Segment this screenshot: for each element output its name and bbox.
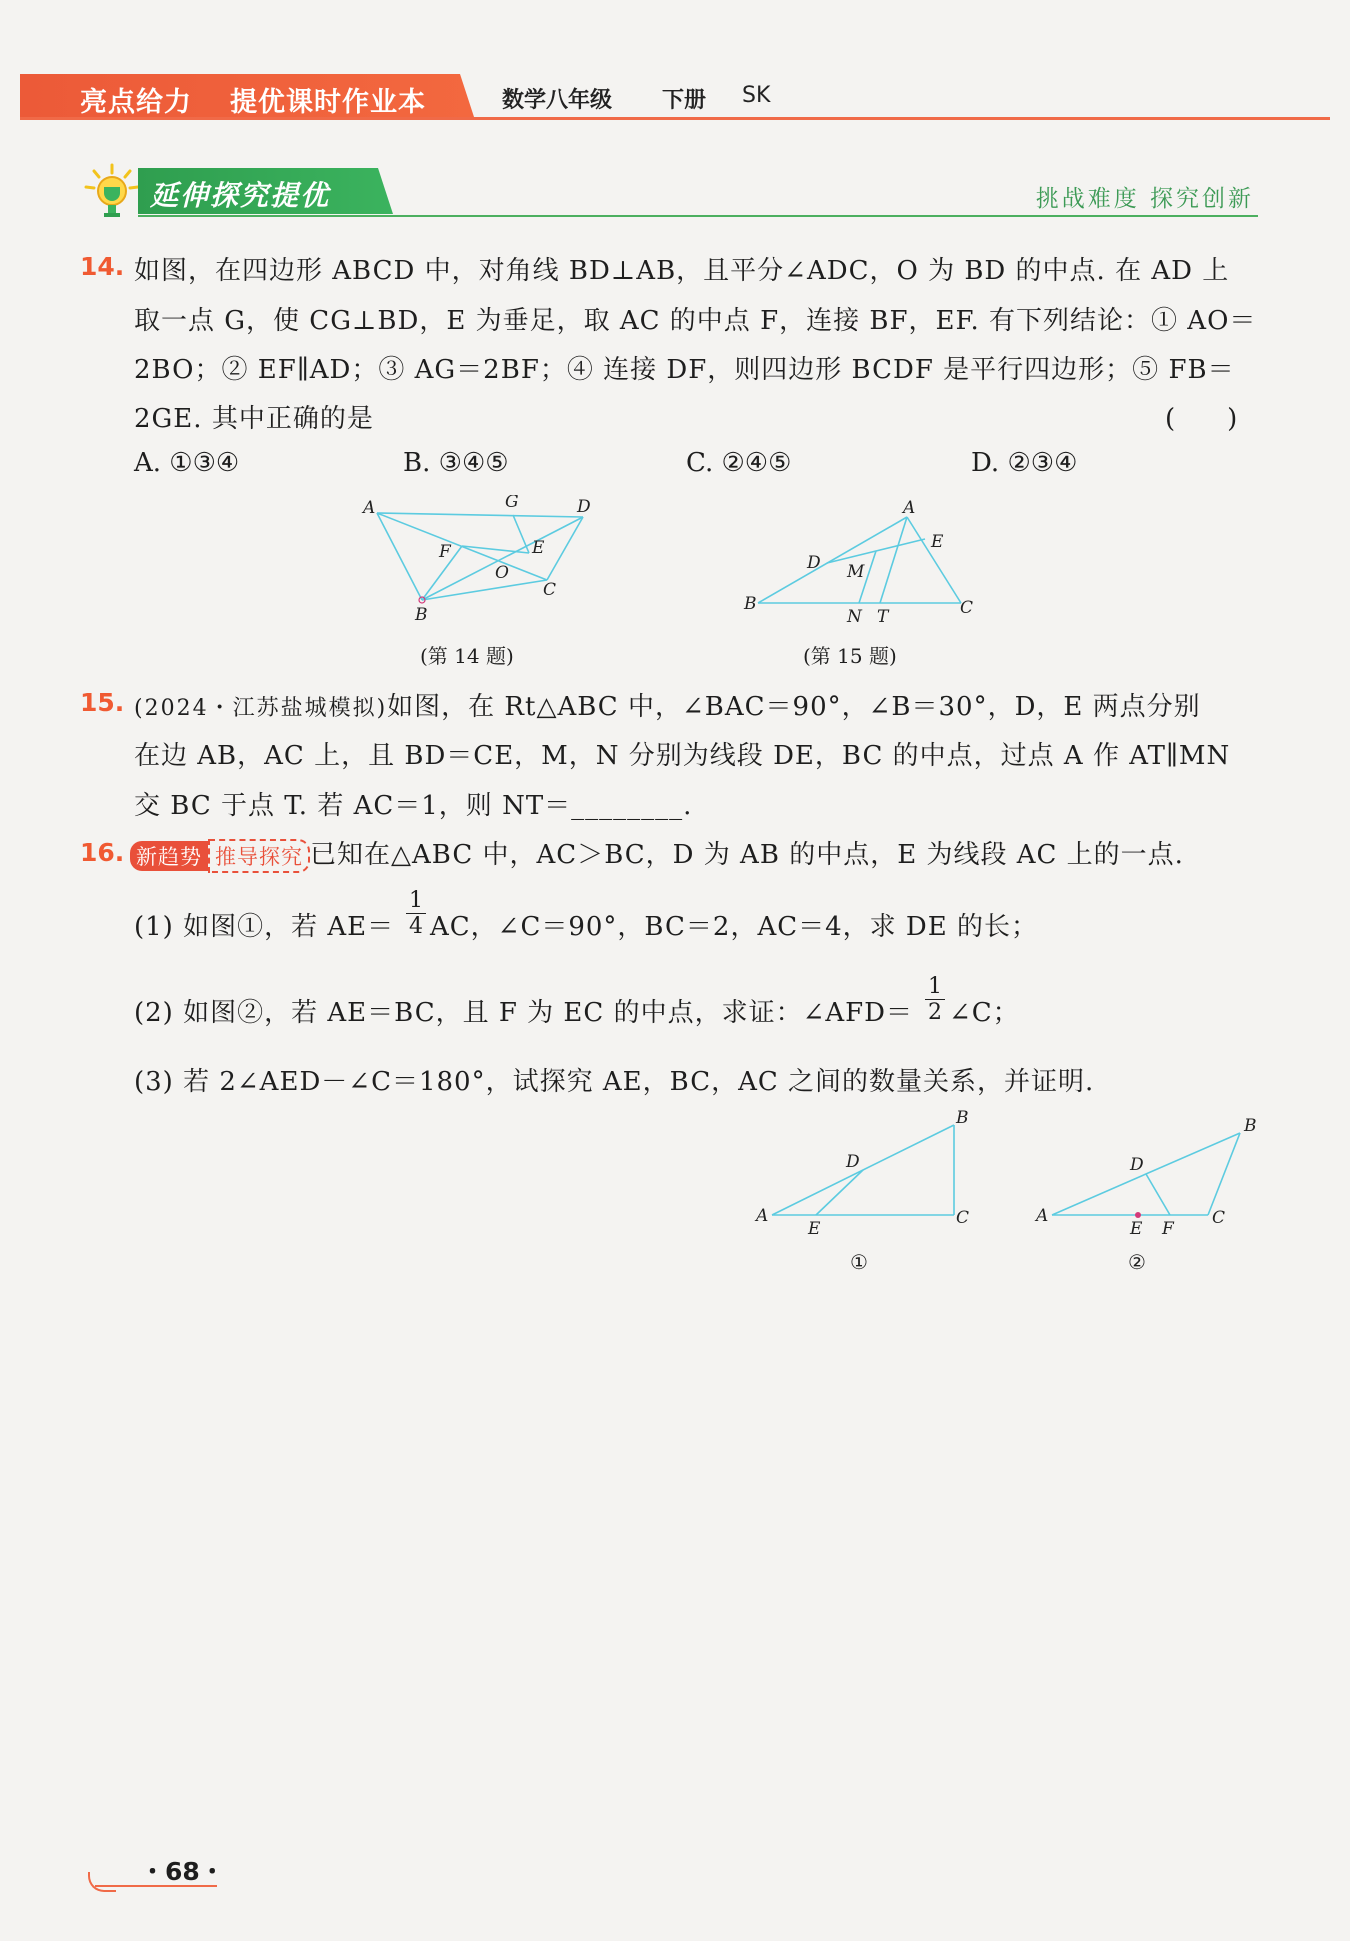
fig15-label: D — [807, 553, 821, 573]
header-brand: 亮点给力 — [80, 87, 192, 118]
fraction-numerator: 1 — [409, 888, 423, 913]
q16-part1-post: AC，∠C＝90°，BC＝2，AC＝4，求 DE 的长； — [430, 912, 1039, 942]
fig16-1-label: B — [956, 1108, 969, 1128]
q14-line: 如图，在四边形 ABCD 中，对角线 BD⊥AB，且平分∠ADC，O 为 BD 的中点. 在 AD 上 — [134, 256, 1230, 286]
fig15-label: T — [877, 607, 889, 627]
fig16-2-label: E — [1130, 1219, 1143, 1235]
fig14-label: D — [577, 497, 591, 517]
question-number: 16. — [80, 838, 125, 867]
q14-line: 取一点 G，使 CG⊥BD，E 为垂足，取 AC 的中点 F，连接 BF，EF. 有下列结论：① AO＝ — [134, 306, 1257, 336]
fig15-label: A — [903, 498, 916, 518]
fig16-2-label: C — [1212, 1208, 1226, 1228]
header-subject: 数学八年级 — [502, 88, 613, 113]
fig14-label: A — [363, 498, 376, 518]
fig16-1-label: C — [956, 1208, 970, 1228]
fig16-1-label: A — [756, 1206, 769, 1226]
fraction-denominator: 2 — [925, 999, 945, 1025]
header-volume: 下册 — [662, 88, 707, 113]
fraction-one-half — [925, 974, 945, 1025]
fig16-2-label: A — [1036, 1206, 1049, 1226]
option-b: B. ③④⑤ — [403, 448, 509, 478]
fig14-label: G — [505, 495, 519, 512]
option-c: C. ②④⑤ — [686, 448, 792, 478]
q16-stem-line — [130, 834, 1184, 873]
q16-part2-post: ∠C； — [949, 998, 1020, 1028]
figure-16-2 — [1030, 1105, 1270, 1235]
fig14-label: C — [543, 580, 557, 600]
figure-14 — [355, 495, 605, 630]
trophy-bulb-icon — [82, 163, 142, 221]
q14-line: 2BO；② EF∥AD；③ AG＝2BF；④ 连接 DF，则四边形 BCDF 是平行四边形；⑤ FB＝ — [134, 355, 1235, 385]
section-rule — [138, 215, 1258, 217]
fig15-label: M — [847, 562, 865, 582]
figure-15 — [735, 495, 985, 630]
section-title: 延伸探究提优 — [150, 179, 331, 212]
question-number: 15. — [80, 688, 125, 717]
q15-text: 如图，在 Rt△ABC 中，∠BAC＝90°，∠B＝30°，D，E 两点分别 — [387, 692, 1201, 722]
fig14-label: E — [532, 538, 545, 558]
fig16-2-label: B — [1244, 1116, 1257, 1136]
q15-source: (2024・江苏盐城模拟) — [134, 696, 388, 721]
fraction-one-quarter — [406, 888, 426, 939]
fig16-2-label: D — [1130, 1155, 1144, 1175]
trend-tag: 新趋势 — [130, 841, 208, 871]
fig14-label: B — [415, 605, 428, 625]
figure-16-1-caption: ① — [850, 1250, 868, 1274]
question-number: 14. — [80, 252, 125, 281]
header-edition: SK — [742, 83, 771, 108]
fig16-1-label: E — [808, 1219, 821, 1235]
q15-line — [134, 686, 1201, 723]
option-a: A. ①③④ — [134, 448, 240, 478]
q16-part1-pre: (1) 如图①，若 AE＝ — [134, 912, 395, 942]
fig16-2-label: F — [1162, 1219, 1174, 1235]
fig15-label: N — [847, 607, 862, 627]
answer-paren: ( ) — [1165, 404, 1238, 434]
option-d: D. ②③④ — [971, 448, 1078, 478]
page-number-ornament — [88, 1872, 116, 1892]
fraction-numerator: 1 — [928, 974, 942, 999]
figure-16-2-caption: ② — [1128, 1250, 1146, 1274]
q14-line: 2GE. 其中正确的是 — [134, 404, 374, 434]
fig16-1-label: D — [846, 1152, 860, 1172]
header-rule — [20, 117, 1330, 120]
q15-line: 在边 AB，AC 上，且 BD＝CE，M，N 分别为线段 DE，BC 的中点，过点 A 作 AT∥MN — [134, 741, 1231, 771]
fig15-label: E — [931, 532, 944, 552]
fig15-label: C — [960, 598, 974, 618]
fraction-denominator: 4 — [406, 913, 426, 939]
q16-stem: 已知在△ABC 中，AC＞BC，D 为 AB 的中点，E 为线段 AC 上的一点. — [310, 840, 1184, 870]
q16-part3: (3) 若 2∠AED－∠C＝180°，试探究 AE，BC，AC 之间的数量关系，并证明. — [134, 1067, 1095, 1097]
figure-16-1 — [748, 1105, 978, 1235]
fig14-label: O — [495, 563, 509, 583]
section-subtitle: 挑战难度 探究创新 — [1035, 186, 1254, 212]
figure-15-caption: (第 15 题) — [803, 644, 897, 668]
inquiry-tag: 推导探究 — [208, 839, 310, 873]
fig15-label: B — [744, 594, 757, 614]
header-series: 提优课时作业本 — [230, 87, 426, 118]
fig14-label: F — [439, 542, 451, 562]
q16-part2-pre: (2) 如图②，若 AE＝BC，且 F 为 EC 的中点，求证：∠AFD＝ — [134, 998, 914, 1028]
q15-line: 交 BC 于点 T. 若 AC＝1，则 NT＝________. — [134, 791, 693, 821]
page-number: ・68・ — [140, 1857, 225, 1886]
figure-14-caption: (第 14 题) — [420, 644, 514, 668]
